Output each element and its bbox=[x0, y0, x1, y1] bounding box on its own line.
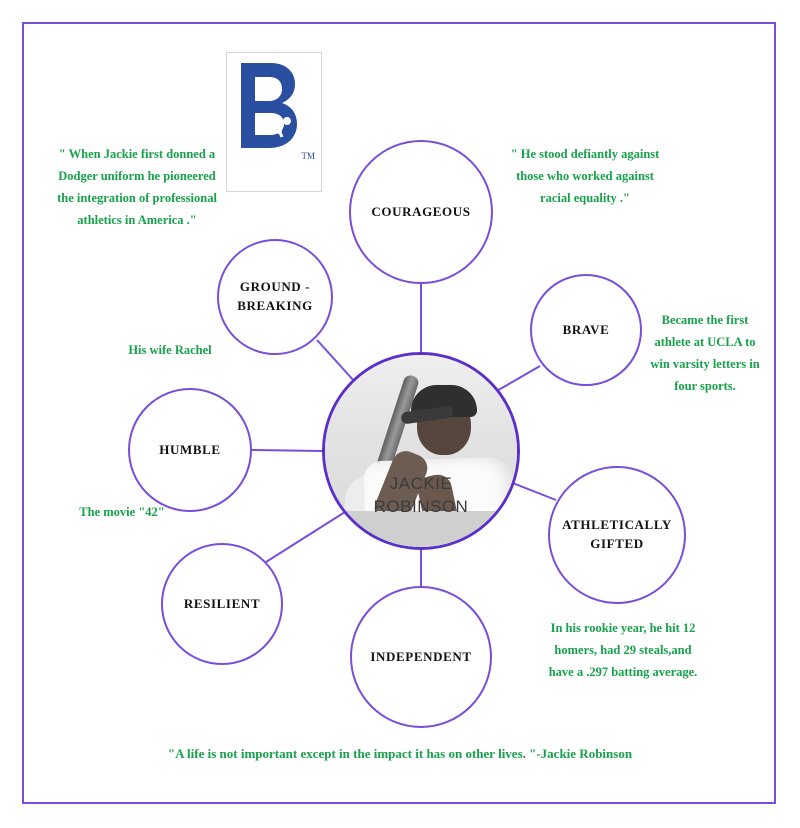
trait-label-athletically-gifted: ATHLETICALLY GIFTED bbox=[562, 517, 672, 551]
note-quote-top-left: " When Jackie first donned a Dodger uniform he pioneered the integration of professional athletics in America ." bbox=[57, 147, 217, 227]
trait-bubble-brave[interactable] bbox=[530, 274, 642, 386]
trait-label-brave: BRAVE bbox=[562, 321, 610, 337]
trait-label-courageous: COURAGEOUS bbox=[371, 203, 471, 219]
trait-label-ground-breaking: GROUND - BREAKING bbox=[237, 279, 313, 313]
note-bottom-quote: "A life is not important except in the impact it has on other lives. "-Jackie Robinson bbox=[167, 746, 633, 761]
center-name-line-1: JACKIE bbox=[389, 474, 453, 493]
center-node-jackie-robinson bbox=[322, 352, 520, 550]
trait-label-independent: INDEPENDENT bbox=[370, 648, 472, 664]
trademark-label: TM bbox=[301, 151, 315, 161]
note-ucla-varsity: Became the first athlete at UCLA to win varsity letters in four sports. bbox=[650, 313, 760, 393]
trait-bubble-courageous[interactable] bbox=[349, 140, 493, 284]
trait-bubble-humble[interactable] bbox=[128, 388, 252, 512]
trait-bubble-ground-breaking[interactable] bbox=[217, 239, 333, 355]
letter-b-logo-icon bbox=[235, 59, 307, 157]
trait-label-humble: HUMBLE bbox=[159, 441, 221, 457]
note-quote-top-right: " He stood defiantly against those who worked against racial equality ." bbox=[510, 147, 660, 205]
center-name-line-2: ROBINSON bbox=[373, 496, 469, 516]
note-movie-42: The movie "42" bbox=[79, 505, 165, 519]
trait-bubble-independent[interactable] bbox=[350, 586, 492, 728]
note-rookie-stats: In his rookie year, he hit 12 homers, had 29 steals,and have a .297 batting average. bbox=[548, 621, 698, 679]
trait-bubble-resilient[interactable] bbox=[161, 543, 283, 665]
trait-label-resilient: RESILIENT bbox=[183, 595, 261, 611]
note-wife-rachel: His wife Rachel bbox=[128, 343, 212, 357]
center-node-label bbox=[325, 473, 517, 519]
trait-bubble-athletically-gifted[interactable] bbox=[548, 466, 686, 604]
brand-logo-box bbox=[226, 52, 322, 192]
